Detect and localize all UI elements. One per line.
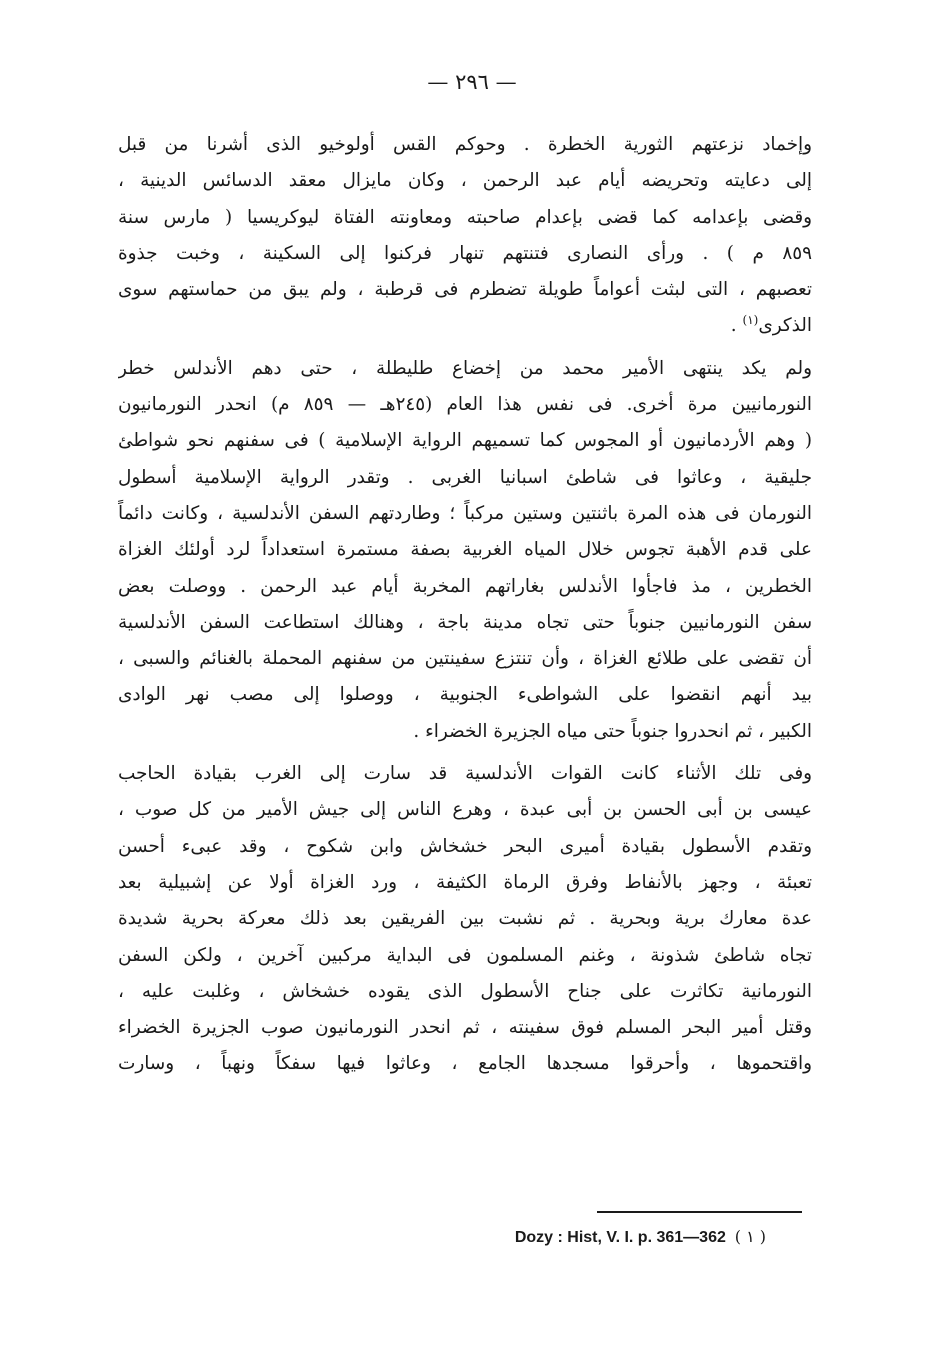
paragraph-3-line-8: وقتل أمير البحر المسلم فوق سفينته ، ثم انحدر النورمانيون صوب الجزيرة الخضراء [118, 1017, 812, 1039]
paragraph-1-last-text: الذكرى [758, 315, 812, 337]
paragraph-3-line-9: واقتحموها ، وأحرقوا مسجدها الجامع ، وعاثوا فيها سفكاً ونهباً ، وسارت [118, 1053, 812, 1075]
paragraph-1-line-6 [118, 308, 812, 344]
paragraph-2-line-10: بيد أنهم انقضوا على الشواطىء الجنوبية ، ووصلوا إلى مصب نهر الوادى [118, 684, 812, 706]
paragraph-3-line-6: تجاه شاطئ شذونة ، وغنم المسلمون فى البداية مركبين آخرين ، ولكن السفن [118, 944, 812, 966]
paragraph-2-line-3: ( وهم الأردمانيون أو المجوس كما تسميهم الرواية الإسلامية ) فى سفنهم نحو شواطئ [118, 430, 812, 452]
paragraph-1-line-1: وإخماد نزعتهم الثورية الخطرة . وحوكم القس أولوخيو الذى أشرنا من قبل [118, 134, 812, 155]
footnote-marker: ( ١ ) [734, 1227, 766, 1246]
footnote [420, 1227, 766, 1247]
paragraph-2-line-5: النورمان فى هذه المرة باثنتين وستين مركباً ؛ وطاردتهم السفن الأندلسية ، وكانت دائماً [118, 502, 812, 524]
paragraph-2-line-4: جليقية ، وعاثوا فى شاطئ اسبانيا الغربى . وتقدر الرواية الإسلامية أسطول [118, 466, 812, 488]
paragraph-2-line-6: على قدم الأهبة تجوس خلال المياه الغربية بصفة مستمرة استعداداً لرد أولئك الغزاة [118, 539, 812, 561]
paragraph-3-line-7: النورمانية تكاثرت على جناح الأسطول الذى يقوده خشخاش ، وغلبت عليه ، [118, 980, 812, 1002]
paragraph-2-line-9: أن تقضى على طلائع الغزاة ، وأن تنتزع سفينتين من سفنهم المحملة بالغنائم والسبى ، [118, 648, 812, 670]
paragraph-2-line-7: الخطرين ، مذ فاجأوا الأندلس بغاراتهم المخربة أيام عبد الرحمن . ووصلت بعض [118, 575, 812, 597]
paragraph-2-line-8: سفن النورمانيين جنوباً حتى تجاه مدينة باجة ، وهنالك استطاعت السفن الأندلسية [118, 611, 812, 633]
paragraph-1-line-5: تعصبهم ، التى لبثت أعواماً طويلة تضطرم فى قرطبة ، ولم يبق من حماستهم سوى [118, 279, 812, 301]
paragraph-3-line-5: عدة معارك برية وبحرية . ثم نشبت بين الفريقين بعد ذلك معركة بحرية شديدة [118, 908, 812, 930]
paragraph-1-line-3: وقضى بإعدامه كما قضى بإعدام صاحبته ومعاونته الفتاة ليوكريسيا ( مارس سنة [118, 206, 812, 228]
footnote-text: Dozy : Hist, V. I. p. 361—362 [514, 1229, 726, 1246]
paragraph-2-line-2: النورمانيين مرة أخرى. فى نفس هذا العام (٢٤٥هـ — ٨٥٩ م) انحدر النورمانيون [118, 394, 812, 416]
paragraph-1-last-end: . [730, 315, 743, 337]
paragraph-3-line-3: وتقدم الأسطول بقيادة أميرى البحر خشخاش وابن شكوح ، وقد عبىء أحسن [118, 835, 812, 857]
paragraph-2-line-11: الكبير ، ثم انحدروا جنوباً حتى مياه الجزيرة الخضراء . [413, 720, 812, 742]
footnote-divider [597, 1211, 802, 1213]
paragraph-1-line-2: إلى دعايته وتحريضه أيام عبد الرحمن ، وكان مايزال معقد الدسائس الدينية ، [118, 170, 812, 192]
paragraph-1-line-4: ٨٥٩ م ) . ورأى النصارى فتنتهم تنهار فركنوا إلى السكينة ، وخبت جذوة [118, 242, 812, 264]
paragraph-3-line-2: عيسى بن أبى الحسن بن أبى عبدة ، وهرع الناس إلى جيش الأمير من كل صوب ، [118, 799, 812, 821]
body-text [118, 127, 812, 1083]
page-number: — ٢٩٦ — [427, 70, 517, 94]
paragraph-3-line-1: وفى تلك الأثناء كانت القوات الأندلسية قد سارت إلى الغرب بقيادة الحاجب [118, 763, 812, 785]
paragraph-3-line-4: تعبئة ، وجهز بالأنفاط وفرق الرماة الكثيفة ، ورد الغزاة أولا عن إشبيلية بعد [118, 871, 812, 893]
footnote-reference: (١) [742, 313, 759, 328]
paragraph-2-line-1: ولم يكد ينتهى الأمير محمد من إخضاع طليطلة ، حتى دهم الأندلس خطر [118, 357, 812, 379]
